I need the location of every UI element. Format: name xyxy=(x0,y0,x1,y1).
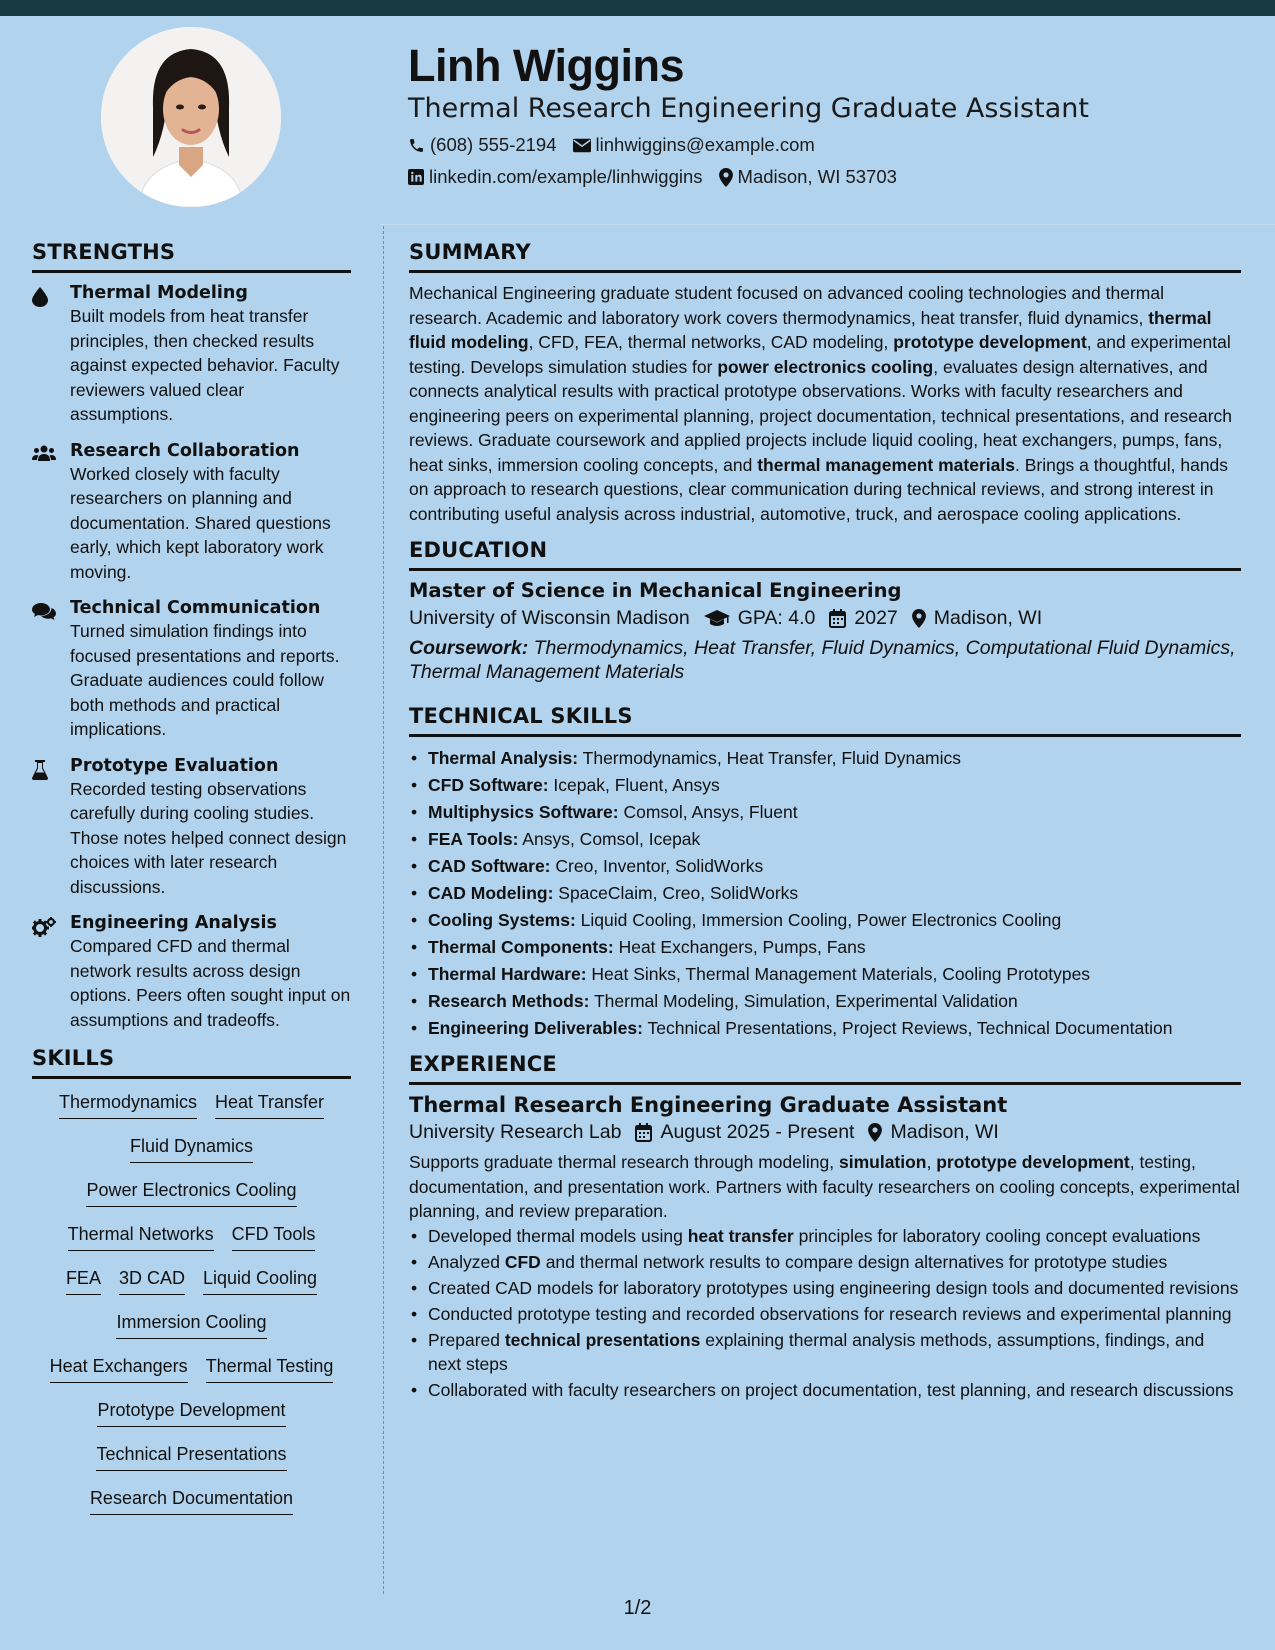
job-bullet-text: Created CAD models for laboratory prototypes using engineering design tools and documented revisions xyxy=(428,1277,1239,1298)
drop-icon xyxy=(32,283,70,427)
location-contact xyxy=(719,166,897,188)
job-bullet xyxy=(409,1378,1241,1403)
strength-description: Built models from heat transfer principles, then checked results against expected behavior. Faculty reviewers valued clear assumptions. xyxy=(70,306,340,424)
skill-row xyxy=(57,1265,326,1295)
skill-tag-prototype-development: Prototype Development xyxy=(97,1397,285,1427)
experience-heading: EXPERIENCE xyxy=(409,1052,1241,1085)
job-bullet xyxy=(409,1276,1241,1301)
skill-tag-3d-cad: 3D CAD xyxy=(119,1265,185,1295)
job-summary xyxy=(409,1150,1241,1224)
job-bullet xyxy=(409,1250,1241,1275)
education-heading: EDUCATION xyxy=(409,538,1241,571)
summary-text: , CFD, FEA, thermal networks, CAD modeling, xyxy=(528,332,894,352)
strength-technical-communication xyxy=(32,598,351,742)
skill-row xyxy=(41,1353,343,1383)
school-name: University of Wisconsin Madison xyxy=(409,607,690,629)
technical-skill-value: Icepak, Fluent, Ansys xyxy=(548,775,720,795)
summary-text: , evaluates design alternatives, and connects analytical results with practical prototype observations. Works with faculty researchers and engineering peers on experimental planning, project documentation, technical presentations, and research reviews. Graduate coursework and applied projects include liquid cooling, heat exchangers, pumps, fans, heat sinks, immersion cooling concepts, and xyxy=(409,356,1233,475)
strength-title: Engineering Analysis xyxy=(70,913,277,933)
strength-description: Recorded testing observations carefully during cooling studies. Those notes helped connect design choices with later research discussions. xyxy=(70,778,347,897)
skill-tag-heat-exchangers: Heat Exchangers xyxy=(50,1353,188,1383)
left-column xyxy=(32,240,351,1529)
contact-row-2 xyxy=(408,166,913,188)
job-bullet-text: explaining thermal analysis methods, assumptions, findings, and next steps xyxy=(428,1329,1205,1374)
technical-skills-section xyxy=(409,704,1241,1042)
job-dates: August 2025 - Present xyxy=(660,1121,855,1143)
users-icon xyxy=(32,441,70,585)
skill-tag-heat-transfer: Heat Transfer xyxy=(215,1089,324,1119)
degree-title: Master of Science in Mechanical Engineering xyxy=(409,579,902,602)
experience-section xyxy=(409,1052,1241,1403)
candidate-title: Thermal Research Engineering Graduate Assistant xyxy=(408,93,1089,124)
school-location: Madison, WI xyxy=(933,607,1043,629)
flask-icon xyxy=(32,756,70,900)
strengths-list xyxy=(32,283,351,1032)
technical-skill-label: CAD Modeling: xyxy=(428,883,554,903)
technical-skill-label: Multiphysics Software: xyxy=(428,802,619,822)
technical-skill-item xyxy=(409,988,1241,1015)
strength-engineering-analysis xyxy=(32,913,351,1032)
technical-skill-value: Heat Exchangers, Pumps, Fans xyxy=(613,937,866,957)
skills-cloud xyxy=(32,1089,351,1529)
technical-skill-item xyxy=(409,1015,1241,1042)
employer-name: University Research Lab xyxy=(409,1121,622,1143)
skill-row xyxy=(77,1177,305,1207)
summary-text: . Brings a thoughtful, hands on approach to research questions, clear communication during technical reviews, and strong interest in contributing useful analysis across industrial, automotive, truck, and aerospace cooling applications. xyxy=(409,454,1229,524)
summary-bold-text: power electronics cooling xyxy=(717,356,934,377)
strength-description: Compared CFD and thermal network results across design options. Peers often sought input on assumptions and tradeoffs. xyxy=(70,936,351,1030)
job-bullet-text: Prepared xyxy=(428,1329,505,1350)
summary-heading: SUMMARY xyxy=(409,240,1241,273)
comments-icon xyxy=(32,598,70,742)
job-title: Thermal Research Engineering Graduate Assistant xyxy=(409,1093,1008,1117)
job-location-item xyxy=(868,1121,998,1144)
technical-skill-item xyxy=(409,799,1241,826)
coursework xyxy=(409,636,1241,684)
technical-skill-value: Thermal Modeling, Simulation, Experimental Validation xyxy=(589,991,1018,1011)
email-contact[interactable] xyxy=(573,134,815,156)
job-bullet-text: principles for laboratory cooling concept evaluations xyxy=(793,1225,1201,1246)
gpa-value: GPA: 4.0 xyxy=(737,607,816,629)
strength-title: Technical Communication xyxy=(70,598,321,618)
strength-title: Prototype Evaluation xyxy=(70,755,279,776)
strength-thermal-modeling xyxy=(32,283,351,427)
page-number: 1/2 xyxy=(623,1597,652,1619)
job-bullet-text: Conducted prototype testing and recorded observations for research reviews and experimental planning xyxy=(428,1303,1232,1324)
technical-skill-value: Heat Sinks, Thermal Management Materials, Cooling Prototypes xyxy=(586,964,1091,984)
phone-icon xyxy=(408,137,425,154)
technical-skill-label: CAD Software: xyxy=(428,856,551,876)
profile-photo xyxy=(101,27,281,207)
coursework-list: Thermodynamics, Heat Transfer, Fluid Dynamics, Computational Fluid Dynamics, Thermal Management Materials xyxy=(409,637,1236,683)
skill-row xyxy=(107,1309,275,1339)
column-divider xyxy=(383,226,384,1594)
summary-bold-text: prototype development xyxy=(893,332,1087,352)
summary-section xyxy=(409,240,1241,526)
job-bullet xyxy=(409,1328,1241,1377)
strength-prototype-evaluation xyxy=(32,756,351,900)
calendar-icon xyxy=(635,1123,652,1142)
technical-skill-value: Technical Presentations, Project Reviews, Technical Documentation xyxy=(642,1018,1173,1038)
skill-tag-thermodynamics: Thermodynamics xyxy=(59,1089,197,1119)
technical-skill-value: Comsol, Ansys, Fluent xyxy=(618,802,798,822)
summary-text xyxy=(409,281,1241,526)
job-bullet-text: Analyzed xyxy=(428,1251,505,1272)
gpa-item xyxy=(704,607,816,630)
skill-tag-technical-presentations: Technical Presentations xyxy=(96,1441,286,1471)
coursework-label: Coursework: xyxy=(409,637,529,659)
technical-skills-heading: TECHNICAL SKILLS xyxy=(409,704,1241,737)
linkedin-url[interactable]: linkedin.com/example/linhwiggins xyxy=(429,166,703,187)
graduation-year: 2027 xyxy=(854,607,898,629)
summary-bold-text: thermal fluid modeling xyxy=(409,307,1212,352)
technical-skill-label: Thermal Analysis: xyxy=(428,748,579,768)
job-bullet-bold-text: technical presentations xyxy=(504,1329,701,1350)
skill-tag-fluid-dynamics: Fluid Dynamics xyxy=(130,1133,253,1163)
top-bar xyxy=(0,0,1275,16)
summary-bold-text: thermal management materials xyxy=(757,454,1015,475)
calendar-icon xyxy=(829,609,846,628)
technical-skill-value: Creo, Inventor, SolidWorks xyxy=(550,856,764,876)
job-dates-item xyxy=(635,1121,854,1144)
skill-tag-liquid-cooling: Liquid Cooling xyxy=(203,1265,317,1295)
linkedin-icon xyxy=(408,169,424,185)
skill-tag-immersion-cooling: Immersion Cooling xyxy=(116,1309,266,1339)
technical-skill-label: Cooling Systems: xyxy=(428,910,576,930)
strengths-heading: STRENGTHS xyxy=(32,240,351,273)
summary-text: Mechanical Engineering graduate student focused on advanced cooling technologies and thermal research. Academic and laboratory work covers thermodynamics, heat transfer, fluid dynamics, xyxy=(409,283,1164,328)
job-bullet-bold-text: CFD xyxy=(504,1251,541,1272)
technical-skill-item xyxy=(409,907,1241,934)
skills-heading: SKILLS xyxy=(32,1046,351,1079)
job-summary-text: Supports graduate thermal research through modeling, xyxy=(409,1152,839,1172)
technical-skill-item xyxy=(409,961,1241,988)
technical-skill-label: Research Methods: xyxy=(428,991,590,1011)
graduation-cap-icon xyxy=(704,610,730,628)
gears-icon xyxy=(32,913,70,1032)
technical-skill-value: Thermodynamics, Heat Transfer, Fluid Dynamics xyxy=(578,748,961,768)
technical-skills-list xyxy=(409,745,1241,1042)
phone-number: (608) 555-2194 xyxy=(430,134,557,155)
technical-skill-item xyxy=(409,880,1241,907)
job-summary-text: , testing, documentation, and presentation work. Partners with faculty researchers on cooling concepts, experimental planning, and review preparation. xyxy=(409,1152,1240,1221)
location-text: Madison, WI 53703 xyxy=(737,166,897,187)
strength-title: Research Collaboration xyxy=(70,440,300,461)
year-item xyxy=(829,607,897,630)
skill-tag-research-documentation: Research Documentation xyxy=(90,1485,293,1515)
technical-skill-item xyxy=(409,826,1241,853)
school-location-item xyxy=(912,607,1042,630)
skill-row xyxy=(59,1221,325,1251)
skill-row xyxy=(50,1089,333,1119)
skill-tag-thermal-networks: Thermal Networks xyxy=(68,1221,214,1251)
candidate-name: Linh Wiggins xyxy=(408,40,685,91)
skill-tag-thermal-testing: Thermal Testing xyxy=(206,1353,334,1383)
job-bullet-text: Developed thermal models using xyxy=(428,1225,688,1246)
job-summary-bold-text: simulation xyxy=(838,1152,927,1172)
job-bullet-text: Collaborated with faculty researchers on project documentation, test planning, and research discussions xyxy=(428,1380,1234,1400)
technical-skill-value: SpaceClaim, Creo, SolidWorks xyxy=(553,883,799,903)
job-location: Madison, WI xyxy=(890,1121,999,1143)
strength-description: Turned simulation findings into focused presentations and reports. Graduate audiences could follow both methods and practical implications. xyxy=(70,621,340,739)
skill-row xyxy=(88,1397,294,1427)
skill-tag-power-electronics-cooling: Power Electronics Cooling xyxy=(86,1177,296,1207)
header-divider xyxy=(380,224,1275,225)
strength-research-collaboration xyxy=(32,441,351,585)
technical-skill-item xyxy=(409,745,1241,772)
skill-row xyxy=(121,1133,262,1163)
technical-skill-label: Engineering Deliverables: xyxy=(428,1018,643,1038)
job-bullet xyxy=(409,1224,1241,1249)
skill-row xyxy=(87,1441,295,1471)
skill-tag-fea: FEA xyxy=(66,1265,101,1295)
education-meta xyxy=(409,607,1241,630)
technical-skill-label: CFD Software: xyxy=(428,775,549,795)
summary-text: , and experimental testing. Develops simulation studies for xyxy=(409,332,1231,377)
strength-title: Thermal Modeling xyxy=(70,283,248,303)
technical-skill-value: Liquid Cooling, Immersion Cooling, Power Electronics Cooling xyxy=(575,910,1062,930)
job-bullet-text: and thermal network results to compare design alternatives for prototype studies xyxy=(540,1251,1168,1272)
envelope-icon xyxy=(573,138,591,153)
contact-row-1 xyxy=(408,134,831,156)
skill-tag-cfd-tools: CFD Tools xyxy=(232,1221,316,1251)
skill-row xyxy=(81,1485,302,1515)
job-bullet xyxy=(409,1302,1241,1327)
job-meta xyxy=(409,1121,1241,1144)
technical-skill-value: Ansys, Comsol, Icepak xyxy=(518,829,701,849)
map-pin-icon xyxy=(719,168,733,187)
job-bullet-bold-text: heat transfer xyxy=(687,1225,794,1246)
email-address[interactable]: linhwiggins@example.com xyxy=(595,134,815,155)
technical-skill-item xyxy=(409,853,1241,880)
phone-contact xyxy=(408,134,557,156)
strength-description: Worked closely with faculty researchers on planning and documentation. Shared questions early, which kept laboratory work moving. xyxy=(70,463,331,582)
technical-skill-item xyxy=(409,934,1241,961)
technical-skill-label: FEA Tools: xyxy=(428,829,519,849)
right-column xyxy=(409,240,1241,1404)
technical-skill-item xyxy=(409,772,1241,799)
map-pin-icon xyxy=(912,609,926,628)
job-summary-bold-text: prototype development xyxy=(936,1152,1130,1172)
job-bullets xyxy=(409,1224,1241,1403)
technical-skill-label: Thermal Components: xyxy=(428,937,614,957)
linkedin-contact[interactable] xyxy=(408,166,703,188)
job-summary-text: , xyxy=(926,1152,937,1172)
education-section xyxy=(409,538,1241,684)
technical-skill-label: Thermal Hardware: xyxy=(428,964,587,984)
map-pin-icon xyxy=(868,1123,882,1142)
